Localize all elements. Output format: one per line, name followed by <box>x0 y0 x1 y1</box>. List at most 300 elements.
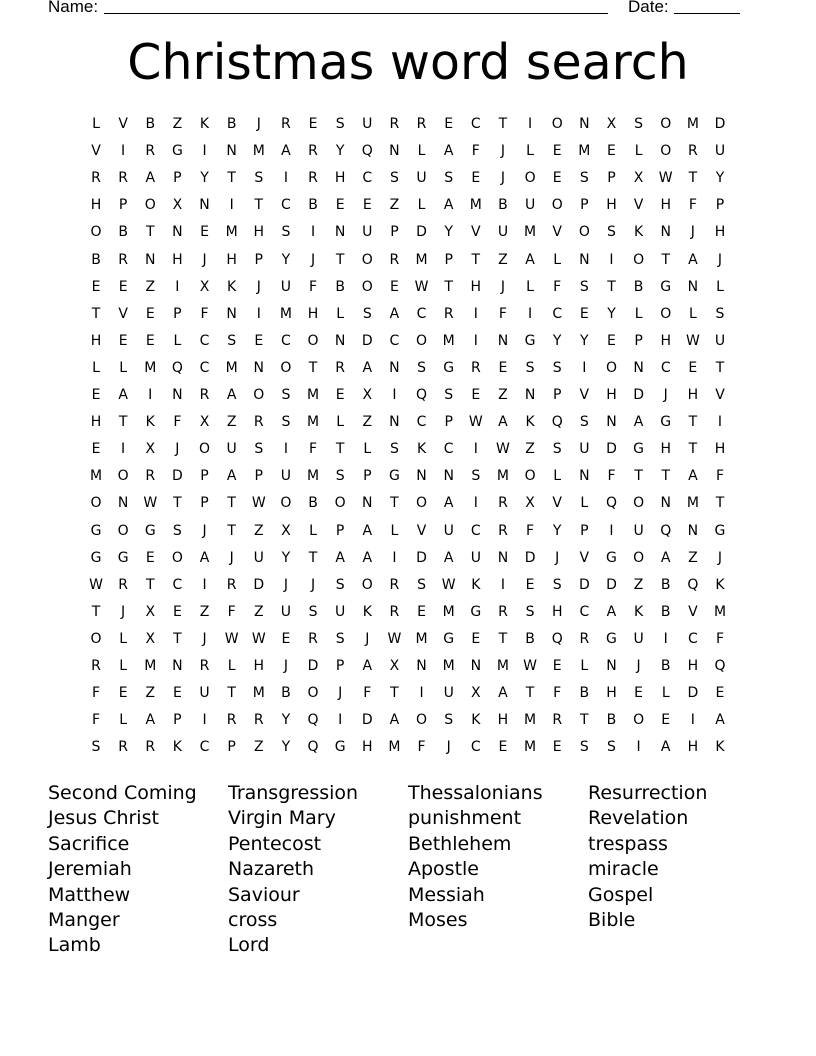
grid-letter: Q <box>171 359 183 376</box>
grid-letter: R <box>389 603 400 620</box>
grid-row <box>89 466 736 493</box>
grid-letter: N <box>470 658 482 674</box>
grid-letter: O <box>633 549 645 566</box>
grid-letter: Q <box>551 630 563 647</box>
grid-letter: I <box>121 441 126 458</box>
grid-letter: U <box>443 685 454 702</box>
grid-letter: F <box>498 305 507 322</box>
grid-letter: J <box>500 143 505 160</box>
grid-letter: C <box>552 305 563 322</box>
grid-letter: I <box>528 305 533 322</box>
grid-letter: J <box>256 278 261 295</box>
grid-letter: U <box>416 170 427 187</box>
grid-letter: N <box>416 468 427 485</box>
grid-letter: J <box>310 576 316 593</box>
grid-letter: F <box>417 739 426 756</box>
grid-letter: R <box>91 658 101 674</box>
word-column <box>408 781 588 933</box>
grid-letter: Z <box>498 387 508 403</box>
grid-letter: N <box>334 224 346 241</box>
grid-letter: Y <box>444 224 453 241</box>
grid-letter: Q <box>605 495 617 512</box>
grid-letter: M <box>252 143 265 160</box>
grid-letter: T <box>227 685 236 702</box>
grid-letter: J <box>446 739 451 756</box>
grid-letter: Z <box>199 603 210 620</box>
grid-letter: V <box>633 197 644 214</box>
grid-letter: T <box>173 495 182 512</box>
grid-letter: C <box>660 359 671 376</box>
grid-letter: I <box>473 495 478 512</box>
grid-letter: C <box>199 359 210 376</box>
grid-letter: J <box>717 549 723 566</box>
grid-letter: R <box>145 739 156 756</box>
grid-letter: L <box>553 251 562 268</box>
grid-letter: S <box>281 387 291 403</box>
grid-letter: S <box>389 170 399 187</box>
grid-letter: J <box>202 630 207 647</box>
grid-letter: O <box>416 495 428 512</box>
grid-letter: R <box>199 387 210 403</box>
grid-letter: K <box>634 224 644 241</box>
grid-letter: T <box>498 116 508 132</box>
grid-letter: N <box>633 359 644 376</box>
grid-letter: W <box>468 414 483 431</box>
grid-letter: O <box>307 685 319 702</box>
grid-letter: S <box>552 441 562 458</box>
grid-letter: X <box>633 170 644 187</box>
grid-letter: E <box>471 387 481 403</box>
grid-letter: X <box>145 603 156 620</box>
grid-letter: K <box>172 739 182 756</box>
grid-letter: G <box>388 468 400 485</box>
grid-letter: O <box>416 332 428 349</box>
grid-letter: S <box>308 603 318 620</box>
grid-letter: S <box>389 441 399 458</box>
grid-letter: R <box>389 251 400 268</box>
grid-letter: C <box>470 522 481 539</box>
grid-letter: A <box>226 387 237 403</box>
grid-letter: D <box>416 224 427 241</box>
grid-letter: B <box>498 197 508 214</box>
grid-letter: M <box>713 603 727 620</box>
grid-letter: D <box>307 658 319 674</box>
grid-letter: E <box>145 549 155 566</box>
grid-letter: I <box>202 143 207 160</box>
grid-letter: Q <box>416 387 428 403</box>
grid-letter: W <box>89 576 103 593</box>
grid-letter: W <box>251 630 266 647</box>
grid-letter: M <box>225 224 238 241</box>
grid-letter: T <box>688 441 698 458</box>
grid-letter: Z <box>145 685 156 702</box>
grid-letter: Y <box>335 143 345 160</box>
grid-letter: B <box>579 685 590 702</box>
grid-letter: B <box>308 495 318 512</box>
grid-letter: V <box>118 305 128 322</box>
grid-letter: E <box>579 305 589 322</box>
grid-letter: X <box>199 414 210 431</box>
grid-letter: A <box>660 739 671 756</box>
grid-letter: R <box>118 576 128 593</box>
grid-letter: C <box>199 332 210 349</box>
grid-letter: J <box>121 603 126 620</box>
grid-letter: A <box>389 305 400 322</box>
grid-letter: N <box>172 224 183 241</box>
word-item: miracle <box>588 858 659 881</box>
grid-letter: K <box>227 278 237 295</box>
grid-letter: A <box>145 170 156 187</box>
grid-letter: E <box>389 278 399 295</box>
grid-letter: R <box>416 116 427 132</box>
grid-letter: E <box>335 387 345 403</box>
grid-letter: D <box>633 387 644 403</box>
grid-letter: A <box>362 359 373 376</box>
grid-letter: P <box>173 305 182 322</box>
grid-letter: D <box>714 116 726 132</box>
grid-letter: D <box>524 549 536 566</box>
grid-letter: F <box>526 522 535 539</box>
grid-letter: M <box>524 224 537 241</box>
grid-letter: T <box>118 414 128 431</box>
grid-letter: S <box>254 170 264 187</box>
grid-letter: L <box>119 359 128 376</box>
grid-letter: X <box>471 685 481 702</box>
grid-letter: J <box>555 549 560 566</box>
grid-letter: U <box>199 685 210 702</box>
grid-letter: R <box>145 468 156 485</box>
page-title: Christmas word search <box>127 34 689 91</box>
grid-letter: H <box>172 251 183 268</box>
grid-row <box>90 412 736 439</box>
word-item: Jesus Christ <box>48 807 159 830</box>
grid-letter: G <box>144 522 156 539</box>
grid-letter: I <box>609 251 614 268</box>
grid-letter: T <box>254 197 264 214</box>
grid-letter: A <box>443 143 454 160</box>
grid-letter: A <box>335 549 345 566</box>
grid-letter: N <box>117 495 129 512</box>
grid-letter: B <box>633 278 644 295</box>
grid-letter: Y <box>552 332 562 349</box>
grid-letter: H <box>714 441 726 458</box>
grid-letter: L <box>417 197 426 214</box>
grid-letter: I <box>419 685 424 702</box>
grid-letter: K <box>145 414 155 431</box>
word-item: Matthew <box>48 883 131 906</box>
grid-letter: M <box>686 116 699 132</box>
grid-letter: E <box>634 685 644 702</box>
grid-letter: S <box>715 305 725 322</box>
grid-letter: G <box>334 739 346 756</box>
grid-letter: S <box>281 224 291 241</box>
grid-letter: I <box>175 278 180 295</box>
grid-letter: W <box>685 332 700 349</box>
grid-letter: R <box>91 170 101 187</box>
grid-letter: I <box>392 387 397 403</box>
grid-letter: Z <box>688 549 698 566</box>
grid-letter: Y <box>607 305 616 322</box>
grid-letter: H <box>90 414 102 431</box>
grid-letter: S <box>525 603 535 620</box>
grid-letter: R <box>145 143 156 160</box>
grid-letter: D <box>687 685 699 702</box>
grid-letter: B <box>335 278 345 295</box>
grid-letter: T <box>145 576 155 593</box>
grid-letter: H <box>307 305 319 322</box>
grid-letter: I <box>392 549 397 566</box>
grid-letter: B <box>118 224 128 241</box>
word-item: Manger <box>48 908 120 931</box>
grid-letter: R <box>199 658 210 674</box>
grid-letter: N <box>579 468 590 485</box>
grid-letter: Z <box>389 197 400 214</box>
grid-letter: N <box>145 251 156 268</box>
grid-letter: H <box>687 387 699 403</box>
grid-letter: P <box>254 251 263 268</box>
grid-letter: G <box>443 630 455 647</box>
grid-letter: T <box>607 278 616 295</box>
grid-row <box>91 277 736 304</box>
grid-letter: F <box>309 441 318 458</box>
grid-letter: O <box>551 197 563 214</box>
grid-letter: N <box>687 278 699 295</box>
grid-letter: A <box>633 414 644 431</box>
grid-letter: M <box>306 468 320 485</box>
grid-letter: O <box>361 576 373 593</box>
grid-letter: R <box>335 359 346 376</box>
grid-letter: J <box>202 251 207 268</box>
grid-letter: E <box>661 712 671 729</box>
grid-letter: W <box>224 630 239 647</box>
grid-letter: E <box>308 116 318 132</box>
grid-letter: N <box>443 468 454 485</box>
grid-letter: J <box>175 441 180 458</box>
grid-letter: T <box>471 251 481 268</box>
grid-row <box>91 304 736 331</box>
grid-letter: P <box>580 197 589 214</box>
grid-row <box>91 683 736 710</box>
grid-letter: G <box>117 549 129 566</box>
grid-letter: S <box>335 468 345 485</box>
grid-letter: K <box>525 414 535 431</box>
grid-letter: E <box>118 278 128 295</box>
grid-letter: U <box>633 630 644 647</box>
grid-letter: S <box>444 387 454 403</box>
grid-letter: M <box>496 468 509 485</box>
grid-letter: Z <box>498 251 508 268</box>
grid-letter: J <box>500 278 505 295</box>
grid-letter: Z <box>362 414 373 431</box>
grid-letter: K <box>471 576 481 593</box>
grid-letter: F <box>715 468 725 485</box>
grid-letter: U <box>362 224 373 241</box>
grid-row <box>90 548 736 575</box>
grid-row <box>91 385 736 412</box>
grid-letter: T <box>661 251 670 268</box>
grid-letter: A <box>443 495 454 512</box>
grid-letter: R <box>498 522 508 539</box>
grid-letter: J <box>202 522 207 539</box>
grid-letter: E <box>118 332 128 349</box>
grid-letter: D <box>416 549 427 566</box>
grid-letter: Y <box>200 170 209 187</box>
grid-letter: L <box>390 522 399 539</box>
name-label: Name: <box>48 0 99 16</box>
grid-row <box>91 737 736 764</box>
grid-letter: N <box>226 143 237 160</box>
grid-letter: F <box>91 712 101 729</box>
grid-letter: P <box>390 224 399 241</box>
grid-letter: T <box>715 495 725 512</box>
grid-letter: H <box>660 441 671 458</box>
grid-letter: N <box>606 658 617 674</box>
grid-letter: R <box>308 143 318 160</box>
grid-letter: K <box>715 739 725 756</box>
grid-letter: A <box>281 143 291 160</box>
grid-letter: T <box>335 251 345 268</box>
grid-letter: R <box>281 116 291 132</box>
grid-letter: U <box>443 522 454 539</box>
grid-letter: A <box>389 712 400 729</box>
grid-row <box>90 195 736 222</box>
grid-letter: V <box>91 143 101 160</box>
grid-letter: V <box>416 522 427 539</box>
grid-letter: O <box>307 332 319 349</box>
grid-letter: P <box>254 468 263 485</box>
word-item: Revelation <box>588 807 689 830</box>
grid-letter: O <box>633 251 645 268</box>
grid-letter: C <box>416 414 427 431</box>
grid-row <box>89 575 736 602</box>
grid-letter: L <box>363 441 372 458</box>
grid-letter: U <box>497 224 509 241</box>
grid-letter: M <box>415 630 428 647</box>
grid-letter: N <box>253 359 264 376</box>
grid-letter: G <box>606 630 617 647</box>
grid-letter: P <box>173 712 182 729</box>
grid-letter: C <box>362 170 373 187</box>
grid-letter: Z <box>253 603 264 620</box>
grid-row <box>92 114 736 141</box>
word-column <box>228 781 408 959</box>
grid-letter: W <box>414 278 429 295</box>
grid-letter: P <box>335 658 345 674</box>
grid-letter: O <box>361 278 373 295</box>
grid-letter: H <box>687 739 699 756</box>
grid-letter: N <box>362 495 373 512</box>
grid-letter: X <box>145 441 156 458</box>
grid-letter: R <box>443 305 454 322</box>
grid-letter: D <box>361 712 373 729</box>
grid-letter: H <box>606 685 617 702</box>
grid-letter: E <box>335 197 345 214</box>
grid-letter: O <box>334 495 346 512</box>
grid-letter: E <box>715 685 725 702</box>
grid-row <box>91 710 736 737</box>
grid-letter: K <box>416 441 427 458</box>
grid-letter: R <box>498 495 508 512</box>
grid-letter: C <box>199 739 210 756</box>
grid-letter: H <box>606 197 617 214</box>
grid-letter: J <box>283 658 288 674</box>
grid-letter: D <box>253 576 265 593</box>
grid-letter: V <box>579 387 590 403</box>
grid-letter: S <box>525 359 535 376</box>
grid-letter: N <box>172 387 183 403</box>
grid-letter: M <box>89 468 103 485</box>
word-item: Nazareth <box>228 858 315 881</box>
grid-letter: J <box>229 549 234 566</box>
grid-letter: P <box>634 332 643 349</box>
grid-letter: S <box>471 468 481 485</box>
grid-letter: N <box>524 387 536 403</box>
grid-letter: S <box>579 414 589 431</box>
grid-letter: P <box>715 197 725 214</box>
grid-letter: F <box>553 685 562 702</box>
grid-letter: F <box>91 685 101 702</box>
grid-letter: T <box>145 224 155 241</box>
grid-letter: B <box>91 251 101 268</box>
grid-letter: S <box>91 739 101 756</box>
grid-letter: T <box>525 685 535 702</box>
grid-letter: A <box>498 414 508 431</box>
grid-letter: F <box>363 685 372 702</box>
grid-letter: T <box>715 359 725 376</box>
grid-letter: T <box>390 685 399 702</box>
grid-letter: Q <box>660 522 672 539</box>
grid-letter: U <box>362 116 373 132</box>
grid-letter: H <box>551 603 563 620</box>
grid-letter: I <box>283 441 288 458</box>
grid-letter: A <box>199 549 210 566</box>
grid-letter: O <box>551 116 563 132</box>
grid-letter: N <box>226 305 237 322</box>
grid-letter: N <box>660 495 671 512</box>
word-item: Bethlehem <box>408 832 512 855</box>
grid-letter: T <box>308 549 318 566</box>
grid-letter: I <box>148 387 153 403</box>
word-item: Pentecost <box>228 832 322 855</box>
grid-letter: S <box>607 224 616 241</box>
word-item: Jeremiah <box>48 858 132 881</box>
word-item: Second Coming <box>48 782 197 804</box>
grid-row <box>91 250 736 277</box>
grid-letter: G <box>90 522 102 539</box>
grid-letter: M <box>144 359 157 376</box>
grid-letter: E <box>172 603 182 620</box>
grid-row <box>91 141 736 168</box>
grid-letter: D <box>606 441 617 458</box>
grid-letter: E <box>172 685 182 702</box>
grid-letter: K <box>471 712 481 729</box>
grid-letter: B <box>308 197 318 214</box>
grid-letter: L <box>309 522 317 539</box>
grid-letter: M <box>686 495 699 512</box>
grid-letter: U <box>470 549 481 566</box>
grid-letter: H <box>687 658 699 674</box>
grid-letter: R <box>687 143 698 160</box>
grid-letter: Q <box>307 712 319 729</box>
grid-letter: X <box>525 495 535 512</box>
grid-letter: D <box>606 576 617 593</box>
grid-letter: E <box>607 143 616 160</box>
grid-letter: M <box>496 658 509 674</box>
grid-letter: L <box>661 685 670 702</box>
grid-letter: I <box>609 522 614 539</box>
grid-letter: L <box>336 305 345 322</box>
grid-letter: W <box>143 495 158 512</box>
